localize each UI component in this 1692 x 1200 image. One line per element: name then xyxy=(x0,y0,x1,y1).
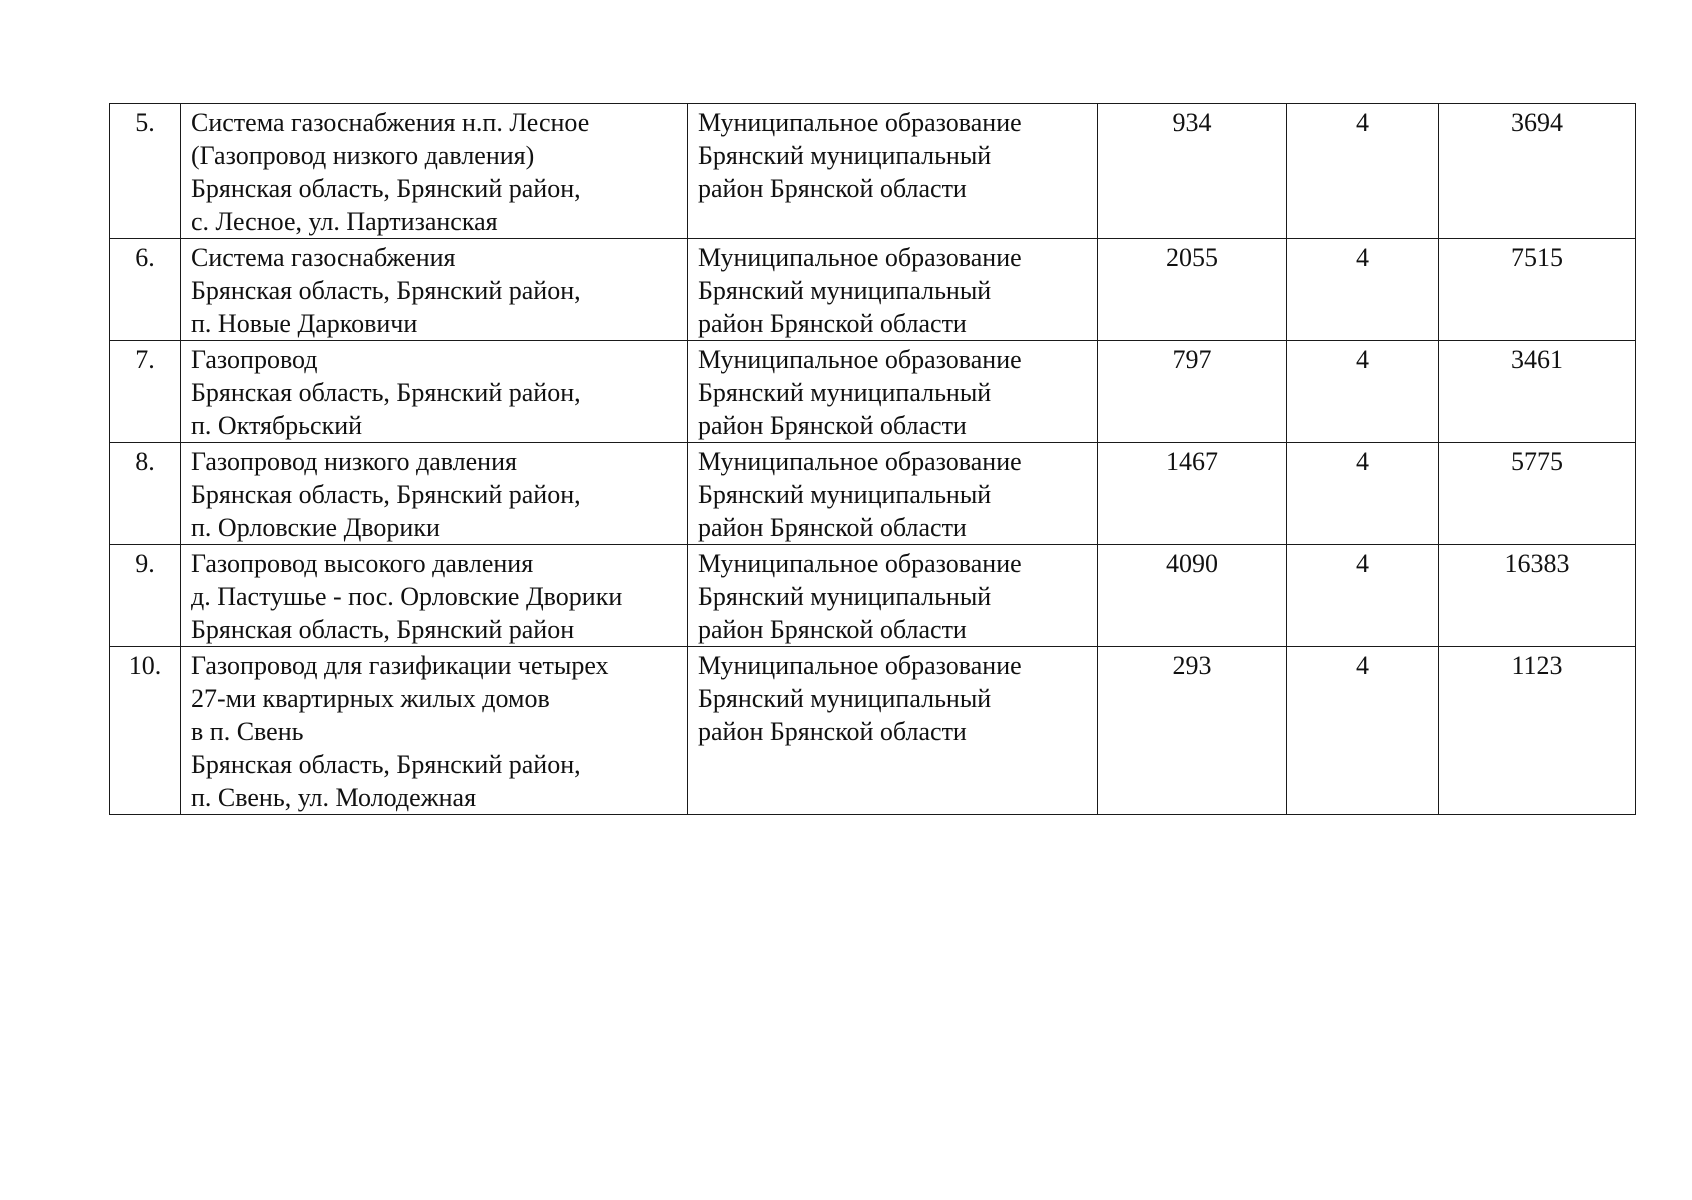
table-row xyxy=(110,647,1636,815)
value-cell-value2: 4 xyxy=(1287,239,1439,341)
value-cell-value3: 7515 xyxy=(1439,239,1636,341)
owner-line: район Брянской области xyxy=(698,717,967,746)
object-name-line: п. Свень, ул. Молодежная xyxy=(191,783,477,812)
row-number-cell: 6. xyxy=(110,239,181,341)
object-name-line: Газопровод для газификации четырех xyxy=(191,651,609,680)
owner-cell xyxy=(688,647,1098,815)
owner-line: Муниципальное образование xyxy=(698,549,1022,578)
object-name-line: п. Новые Дарковичи xyxy=(191,309,418,338)
value-cell-value1: 934 xyxy=(1098,104,1287,239)
value-cell-value3: 16383 xyxy=(1439,545,1636,647)
owner-line: район Брянской области xyxy=(698,513,967,542)
registry-table-body xyxy=(110,104,1636,815)
table-row xyxy=(110,104,1636,239)
object-name-line: Брянская область, Брянский район, xyxy=(191,378,581,407)
object-name-line: Система газоснабжения xyxy=(191,243,456,272)
owner-cell xyxy=(688,239,1098,341)
object-name-line: 27-ми квартирных жилых домов xyxy=(191,684,550,713)
row-number-cell: 7. xyxy=(110,341,181,443)
object-name-cell xyxy=(181,341,688,443)
value-cell-value1: 1467 xyxy=(1098,443,1287,545)
value-cell-value1: 797 xyxy=(1098,341,1287,443)
value-cell-value2: 4 xyxy=(1287,341,1439,443)
owner-cell xyxy=(688,104,1098,239)
owner-line: Брянский муниципальный xyxy=(698,378,992,407)
object-name-line: п. Орловские Дворики xyxy=(191,513,440,542)
owner-line: район Брянской области xyxy=(698,411,967,440)
property-registry-table xyxy=(109,103,1636,815)
row-number-cell: 8. xyxy=(110,443,181,545)
object-name-line: в п. Свень xyxy=(191,717,304,746)
row-number-cell: 10. xyxy=(110,647,181,815)
owner-line: Муниципальное образование xyxy=(698,651,1022,680)
value-cell-value3: 3461 xyxy=(1439,341,1636,443)
owner-line: Муниципальное образование xyxy=(698,108,1022,137)
owner-line: Муниципальное образование xyxy=(698,243,1022,272)
owner-line: Брянский муниципальный xyxy=(698,480,992,509)
owner-line: район Брянской области xyxy=(698,174,967,203)
owner-cell xyxy=(688,545,1098,647)
owner-line: район Брянской области xyxy=(698,309,967,338)
owner-cell xyxy=(688,443,1098,545)
owner-line: Брянский муниципальный xyxy=(698,141,992,170)
owner-line: район Брянской области xyxy=(698,615,967,644)
owner-line: Брянский муниципальный xyxy=(698,582,992,611)
object-name-line: Газопровод высокого давления xyxy=(191,549,534,578)
owner-cell xyxy=(688,341,1098,443)
object-name-line: д. Пастушье - пос. Орловские Дворики xyxy=(191,582,623,611)
value-cell-value3: 5775 xyxy=(1439,443,1636,545)
row-number-cell: 5. xyxy=(110,104,181,239)
object-name-cell xyxy=(181,647,688,815)
value-cell-value1: 4090 xyxy=(1098,545,1287,647)
table-row xyxy=(110,341,1636,443)
owner-line: Муниципальное образование xyxy=(698,447,1022,476)
object-name-line: Брянская область, Брянский район, xyxy=(191,174,581,203)
object-name-cell xyxy=(181,104,688,239)
value-cell-value2: 4 xyxy=(1287,443,1439,545)
value-cell-value2: 4 xyxy=(1287,647,1439,815)
table-row xyxy=(110,239,1636,341)
owner-line: Муниципальное образование xyxy=(698,345,1022,374)
value-cell-value3: 3694 xyxy=(1439,104,1636,239)
object-name-line: п. Октябрьский xyxy=(191,411,363,440)
object-name-line: (Газопровод низкого давления) xyxy=(191,141,535,170)
value-cell-value2: 4 xyxy=(1287,545,1439,647)
object-name-cell xyxy=(181,239,688,341)
value-cell-value2: 4 xyxy=(1287,104,1439,239)
object-name-line: Брянская область, Брянский район xyxy=(191,615,575,644)
owner-line: Брянский муниципальный xyxy=(698,276,992,305)
owner-line: Брянский муниципальный xyxy=(698,684,992,713)
object-name-cell xyxy=(181,443,688,545)
object-name-line: Брянская область, Брянский район, xyxy=(191,276,581,305)
object-name-line: Газопровод низкого давления xyxy=(191,447,517,476)
value-cell-value1: 2055 xyxy=(1098,239,1287,341)
object-name-line: с. Лесное, ул. Партизанская xyxy=(191,207,498,236)
object-name-line: Система газоснабжения н.п. Лесное xyxy=(191,108,590,137)
row-number-cell: 9. xyxy=(110,545,181,647)
object-name-cell xyxy=(181,545,688,647)
object-name-line: Брянская область, Брянский район, xyxy=(191,750,581,779)
value-cell-value3: 1123 xyxy=(1439,647,1636,815)
value-cell-value1: 293 xyxy=(1098,647,1287,815)
object-name-line: Брянская область, Брянский район, xyxy=(191,480,581,509)
object-name-line: Газопровод xyxy=(191,345,318,374)
table-row xyxy=(110,443,1636,545)
table-row xyxy=(110,545,1636,647)
